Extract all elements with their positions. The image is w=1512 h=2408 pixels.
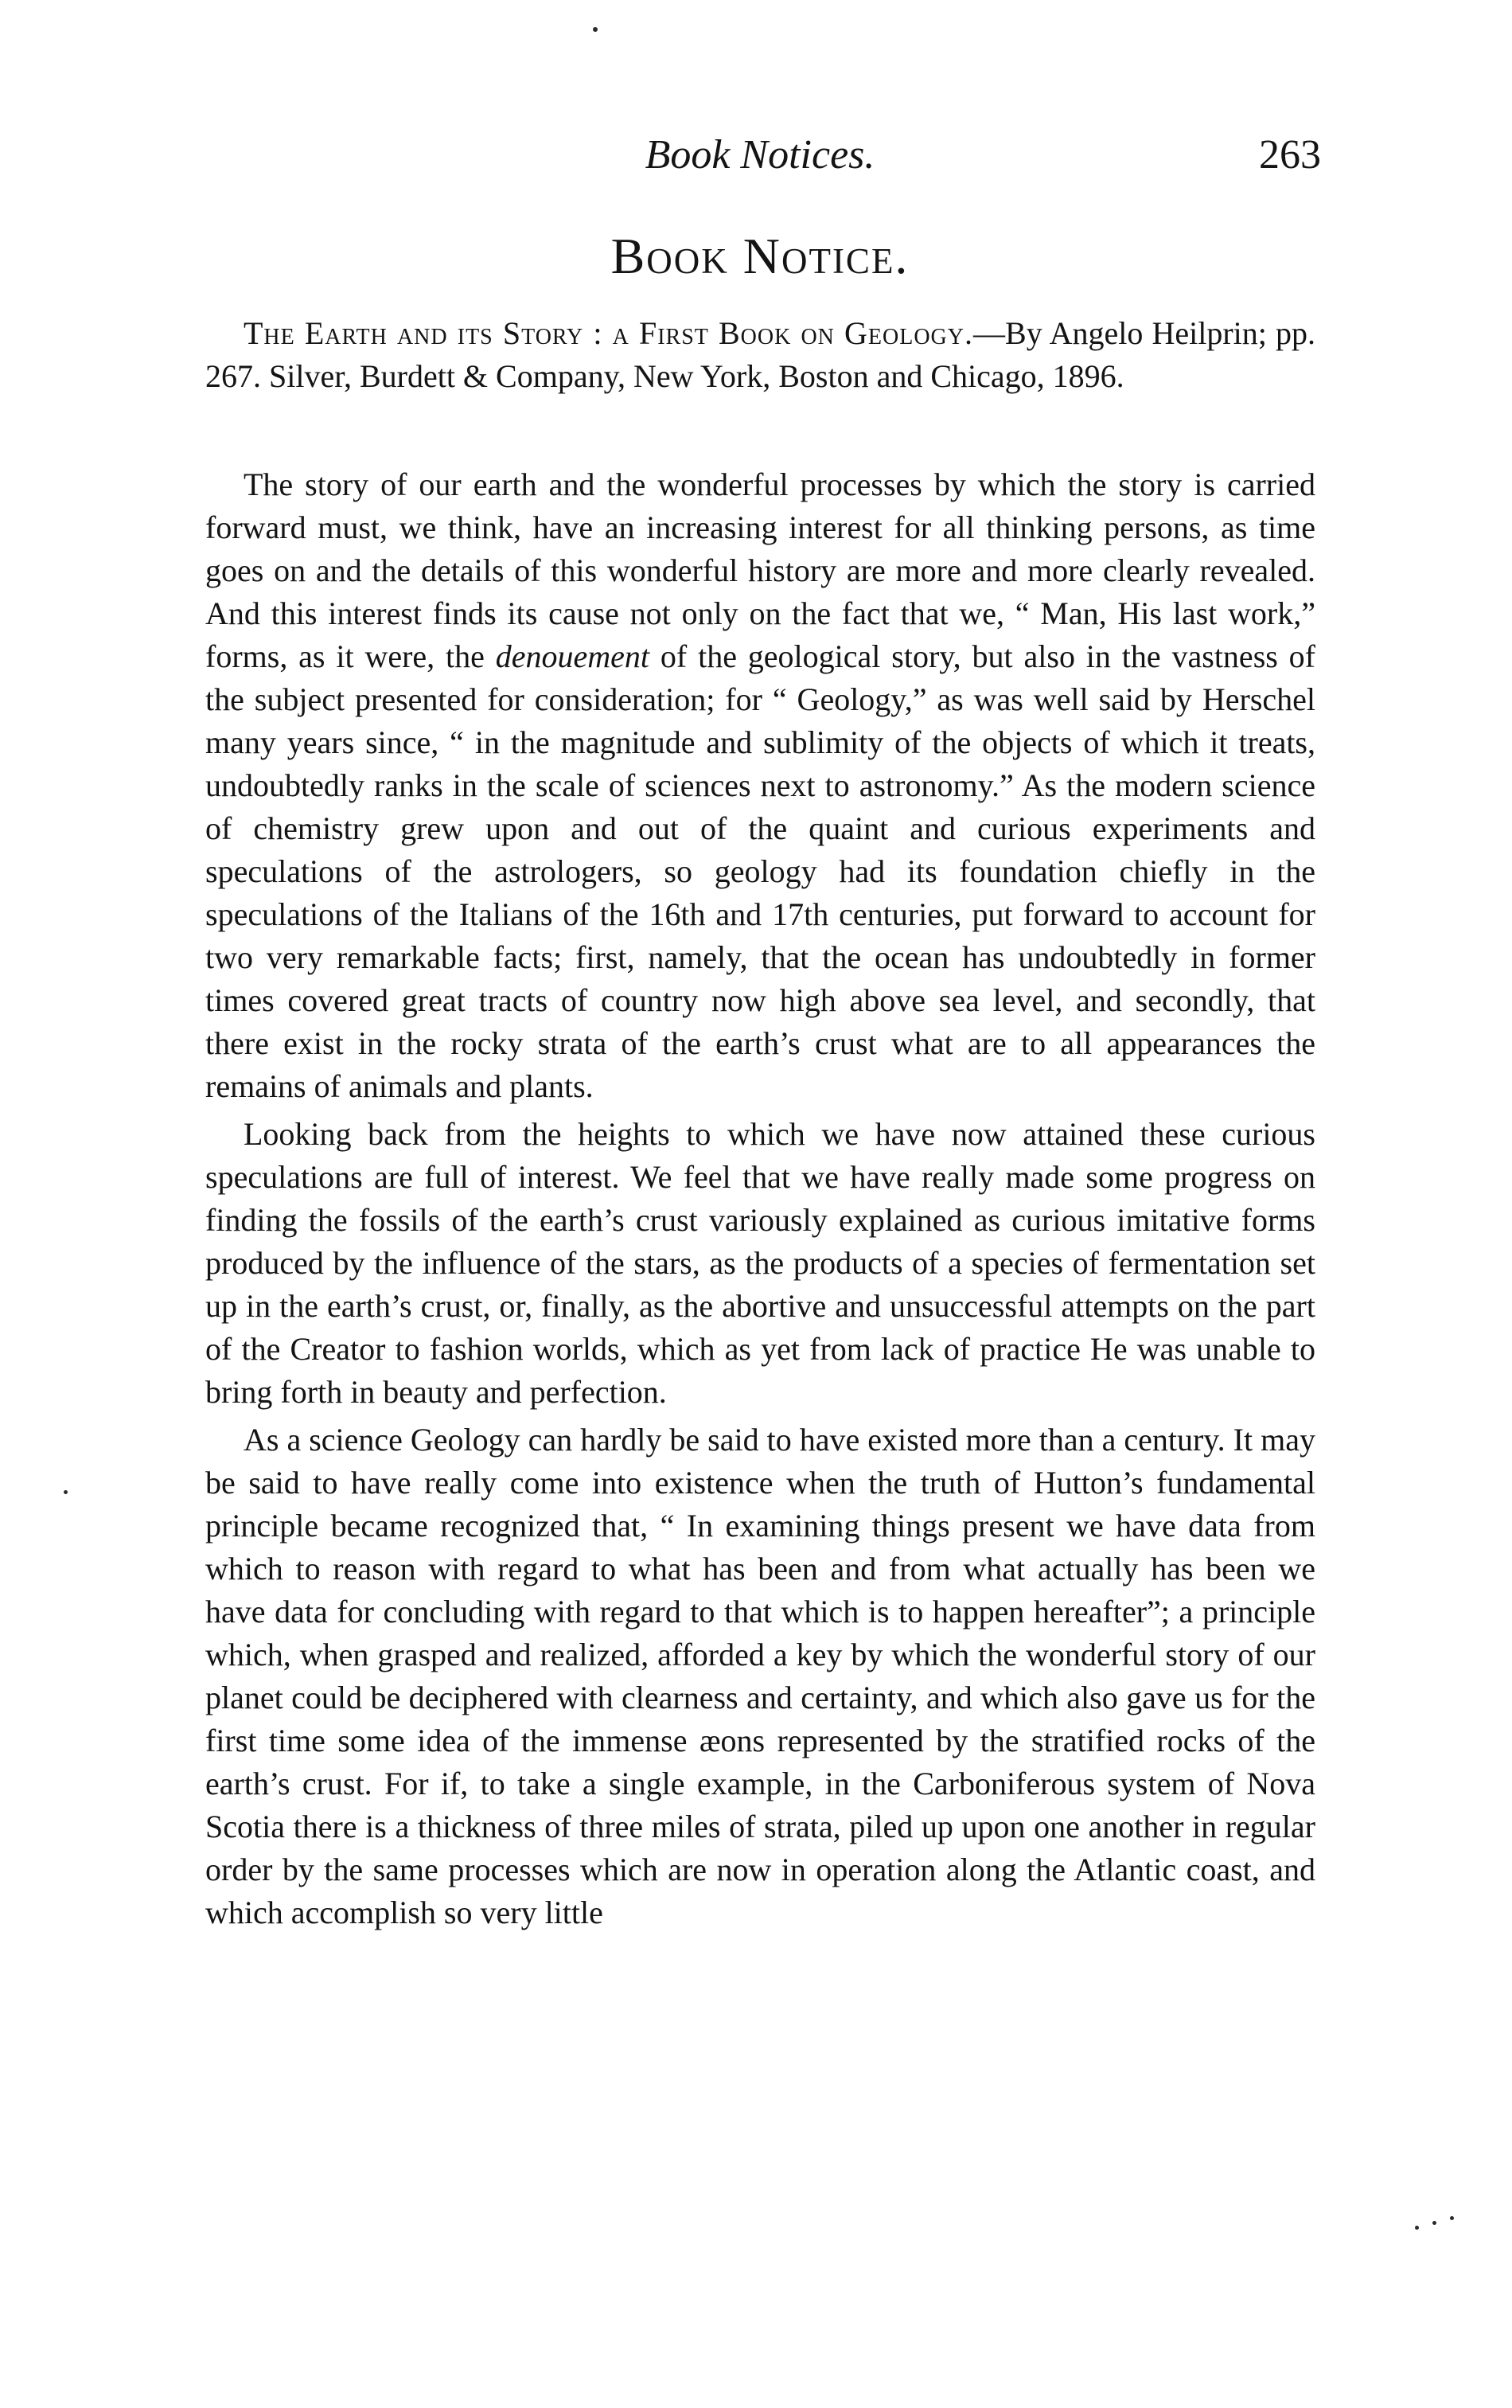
book-citation (205, 312, 1315, 398)
running-header (199, 119, 1321, 191)
print-speck (1432, 2221, 1436, 2225)
paragraph-3: As a science Geology can hardly be said to have existed more than a century. It may be said to have really come into existence when the truth of Hutton’s fundamental principle became recognized that, “ In examining things present we have data from which to reason with regard to what has been and from what actually has been we have data for concluding with regard to that which is to happen hereafter”; a principle which, when grasped and realized, afforded a key by which the wonderful story of our planet could be deciphered with clearness and certainty, and which also gave us for the first time some idea of the immense æons represented by the stratified rocks of the earth’s crust. For if, to take a single example, in the Carboniferous system of Nova Scotia there is a thickness of three miles of strata, piled up upon one another in regular order by the same processes which are now in operation along the Atlantic coast, and which accomplish so very little (205, 1422, 1315, 1930)
italic-term: denouement (495, 638, 650, 674)
paragraph-1-part-a: The story of our earth and the wonderful processes by which the story is carried forward must, we think, have an increasing interest for all thinking persons, as time goes on and the details of this wonderful history are more and more clearly revealed. And this interest finds its cause not only on the fact that we, “ Man, His last work,” forms, as it were, the (205, 466, 1315, 674)
running-title: Book Notices. (645, 132, 875, 178)
print-speck (593, 27, 598, 32)
print-speck (64, 1490, 68, 1494)
review-body (205, 463, 1315, 1939)
book-details: —By Angelo Heilprin; pp. 267. Silver, Burdett & Company, New York, Boston and Chicago, 1896. (205, 315, 1316, 394)
print-speck (1415, 2226, 1419, 2230)
paragraph-1 (205, 463, 1315, 1108)
paragraph-1-part-b: of the geological story, but also in the vastness of the subject presented for consideration; for “ Geology,” as was well said by Herschel many years since, “ in the magnitude and sublimity of the objects of which it treats, undoubtedly ranks in the scale of sciences next to astronomy.” As the modern science of chemistry grew upon and out of the quaint and curious experiments and speculations of the astrologers, so geology had its foundation chiefly in the speculations of the Italians of the 16th and 17th centuries, put forward to account for two very remarkable facts; first, namely, that the ocean has undoubtedly in former times covered great tracts of country now high above sea level, and secondly, that there exist in the rocky strata of the earth’s crust what are to all appearances the remains of animals and plants. (205, 638, 1316, 1104)
print-speck (1450, 2216, 1454, 2220)
section-title: Book Notice. (610, 228, 910, 284)
book-title: The Earth and its Story : a First Book on Geology. (244, 315, 974, 351)
paragraph-2: Looking back from the heights to which we have now attained these curious speculations are full of interest. We feel that we have really made some progress on finding the fossils of the earth’s crust variously explained as curious imitative forms produced by the influence of the stars, as the products of a species of fermentation set up in the earth’s crust, or, finally, as the abortive and unsuccessful attempts on the part of the Creator to fashion worlds, which as yet from lack of practice He was unable to bring forth in beauty and perfection. (205, 1116, 1315, 1410)
page-number: 263 (1259, 132, 1321, 178)
